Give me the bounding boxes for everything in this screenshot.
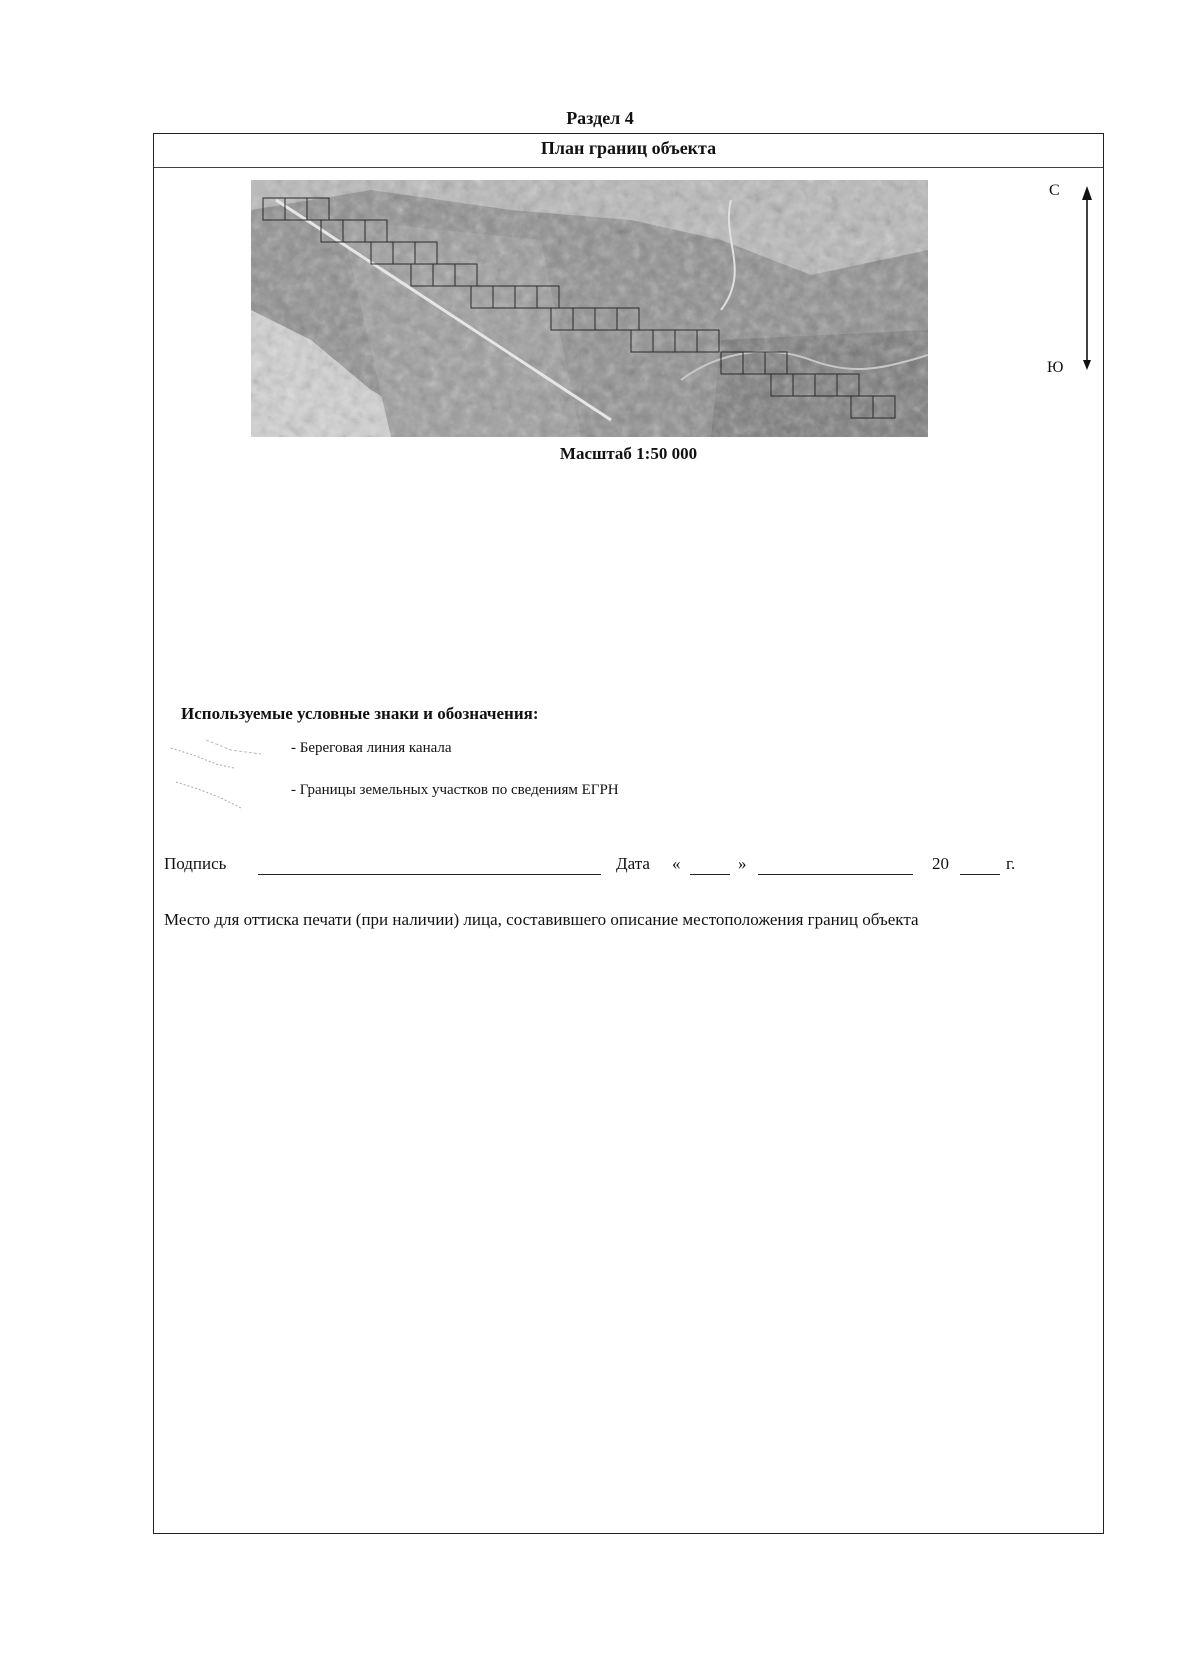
legend-label: - Границы земельных участков по сведениям ЕГРН [291,782,619,798]
quote-close: » [738,854,747,873]
compass-north-label: С [1049,182,1060,199]
year-line[interactable] [960,874,1000,875]
section-title: Раздел 4 [566,108,634,128]
year-prefix: 20 [932,854,949,873]
day-line[interactable] [690,874,730,875]
shoreline-line-icon [166,738,276,778]
compass-south-label: Ю [1047,359,1064,376]
year-suffix: г. [1006,854,1016,873]
plan-header: План границ объекта [154,134,1103,168]
satellite-map-image [251,180,928,437]
quote-open: « [672,854,681,873]
legend-title: Используемые условные знаки и обозначения: [181,704,539,723]
map-scale: Масштаб 1:50 000 [559,444,698,463]
parcel-boundary-icon [166,780,276,820]
legend-item-shoreline [166,738,866,778]
stamp-note: Место для оттиска печати (при наличии) лица, составившего описание местоположения границ объекта [164,910,919,929]
signature-line[interactable] [258,874,601,875]
legend-label: - Береговая линия канала [291,740,452,756]
signature-row [164,854,1094,884]
north-south-arrow-icon [1081,186,1093,370]
plan-frame [153,133,1104,1534]
signature-label: Подпись [164,854,227,873]
date-label: Дата [616,854,650,873]
month-line[interactable] [758,874,913,875]
legend-item-parcel-boundaries [166,780,866,820]
